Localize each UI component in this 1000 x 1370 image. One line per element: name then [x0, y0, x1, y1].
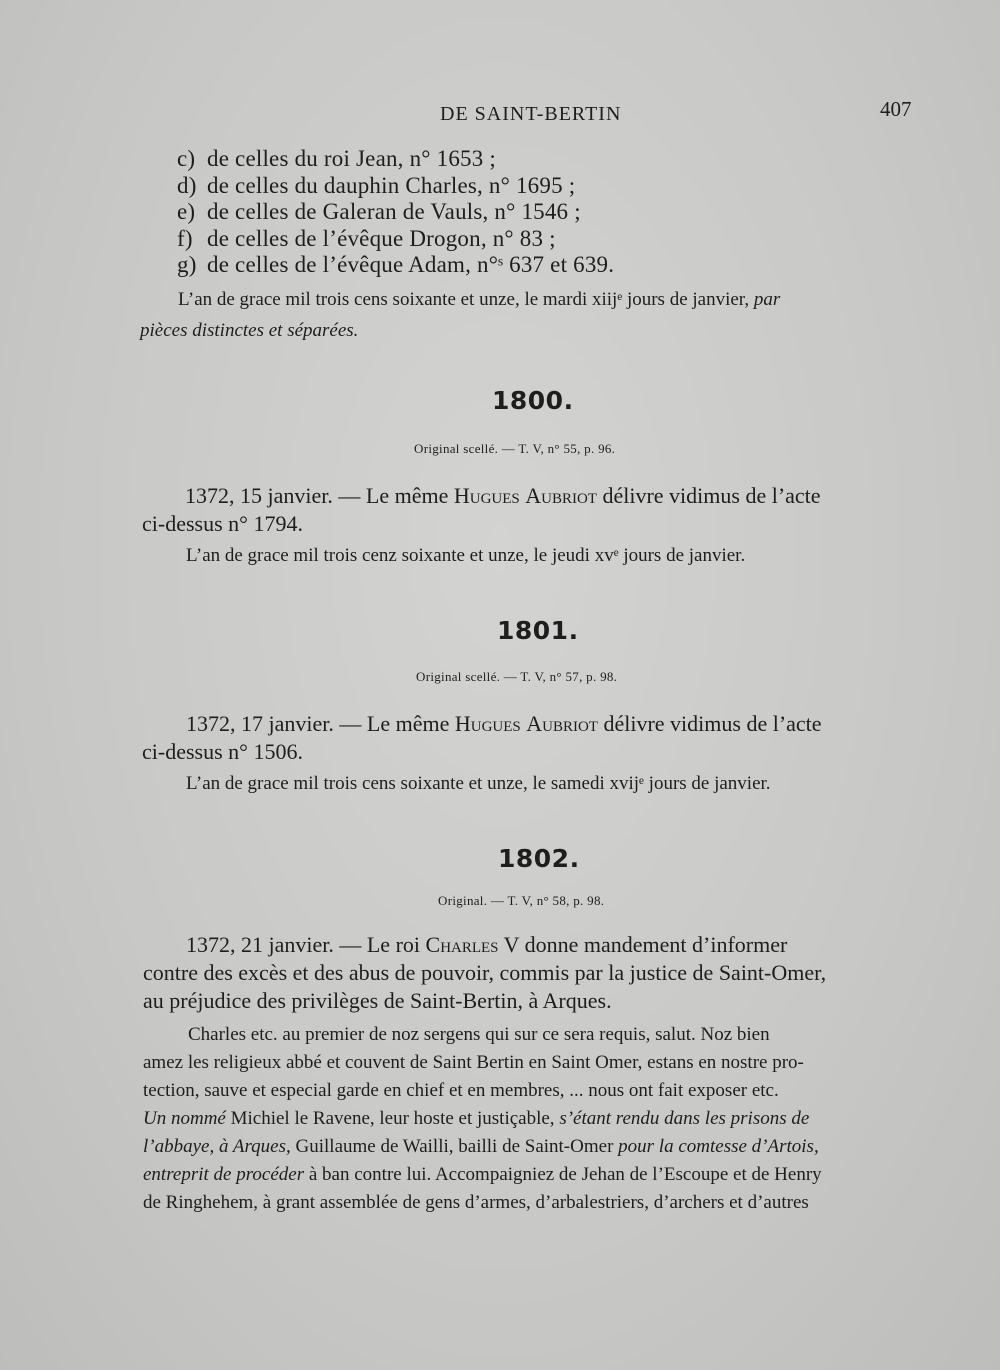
source-note: Original. — T. V, n° 58, p. 98.: [438, 893, 605, 908]
person-name: Hugues: [453, 483, 520, 508]
entry-summary-line: contre des excès et des abus de pouvoir, commis par la justice de Saint-Omer,: [143, 960, 827, 985]
list-item: [177, 146, 496, 172]
list-text: de celles de Galeran de Vauls, n° 1546 ;: [207, 199, 581, 224]
entry-summary-line: 1372, 15 janvier. — Le même Hugues Aubriot délivre vidimus de l’acte: [185, 483, 821, 508]
charter-text-line: Un nommé Michiel le Ravene, leur hoste et justiçable, s’étant rendu dans les prisons de: [143, 1108, 810, 1129]
entry-number: 1800.: [492, 386, 574, 415]
entry-summary-line: 1372, 17 janvier. — Le même Hugues Aubriot délivre vidimus de l’acte: [186, 711, 822, 736]
entry-summary-line: 1372, 21 janvier. — Le roi Charles V donne mandement d’informer: [186, 932, 788, 957]
charter-text-line: l’abbaye, à Arques, Guillaume de Wailli, bailli de Saint-Omer pour la comtesse d’Artois,: [143, 1136, 819, 1157]
closing-formula-continued: pièces distinctes et séparées.: [140, 320, 359, 341]
entry-number: 1801.: [497, 616, 579, 645]
entry-summary-line: au préjudice des privilèges de Saint-Bertin, à Arques.: [143, 988, 612, 1013]
list-item: [177, 173, 575, 199]
person-name: Charles: [425, 932, 499, 957]
entry-summary-line: ci-dessus n° 1794.: [142, 511, 303, 536]
person-name: Aubriot: [526, 711, 598, 736]
list-label: g): [177, 252, 197, 277]
charter-text-line: amez les religieux abbé et couvent de Saint Bertin en Saint Omer, estans en nostre pro-: [143, 1052, 804, 1073]
list-item: [177, 199, 581, 225]
closing-formula: L’an de grace mil trois cens soixante et unze, le samedi xvijᵉ jours de janvier.: [186, 773, 771, 794]
charter-text-line: Charles etc. au premier de noz sergens qui sur ce sera requis, salut. Noz bien: [188, 1024, 770, 1045]
list-item: [177, 252, 614, 278]
list-item: [177, 226, 556, 252]
list-text: de celles de l’évêque Adam, n°ˢ 637 et 639.: [207, 252, 615, 277]
running-head: DE SAINT-BERTIN: [440, 103, 622, 125]
list-text: de celles du dauphin Charles, n° 1695 ;: [207, 173, 576, 198]
entry-number: 1802.: [498, 844, 580, 873]
closing-formula: L’an de grace mil trois cenz soixante et unze, le jeudi xvᵉ jours de janvier.: [186, 545, 746, 566]
closing-formula: L’an de grace mil trois cens soixante et unze, le mardi xiijᵉ jours de janvier, par: [178, 289, 781, 310]
list-label: c): [177, 146, 196, 171]
list-text: de celles de l’évêque Drogon, n° 83 ;: [207, 226, 556, 251]
charter-text-line: de Ringhehem, à grant assemblée de gens d’armes, d’arbalestriers, d’archers et d’autres: [143, 1192, 809, 1213]
list-label: f): [177, 226, 193, 251]
source-note: Original scellé. — T. V, n° 55, p. 96.: [414, 441, 616, 456]
person-name: Aubriot: [525, 483, 597, 508]
page-number: 407: [880, 97, 912, 121]
charter-text-line: entreprit de procéder à ban contre lui. Accompaigniez de Jehan de l’Escoupe et de Henry: [143, 1164, 822, 1185]
list-label: e): [177, 199, 196, 224]
person-name: Hugues: [454, 711, 521, 736]
list-text: de celles du roi Jean, n° 1653 ;: [207, 146, 496, 171]
list-label: d): [177, 173, 197, 198]
charter-text-line: tection, sauve et especial garde en chief et en membres, ... nous ont fait exposer etc.: [143, 1080, 779, 1101]
source-note: Original scellé. — T. V, n° 57, p. 98.: [416, 669, 618, 684]
entry-summary-line: ci-dessus n° 1506.: [142, 739, 303, 764]
